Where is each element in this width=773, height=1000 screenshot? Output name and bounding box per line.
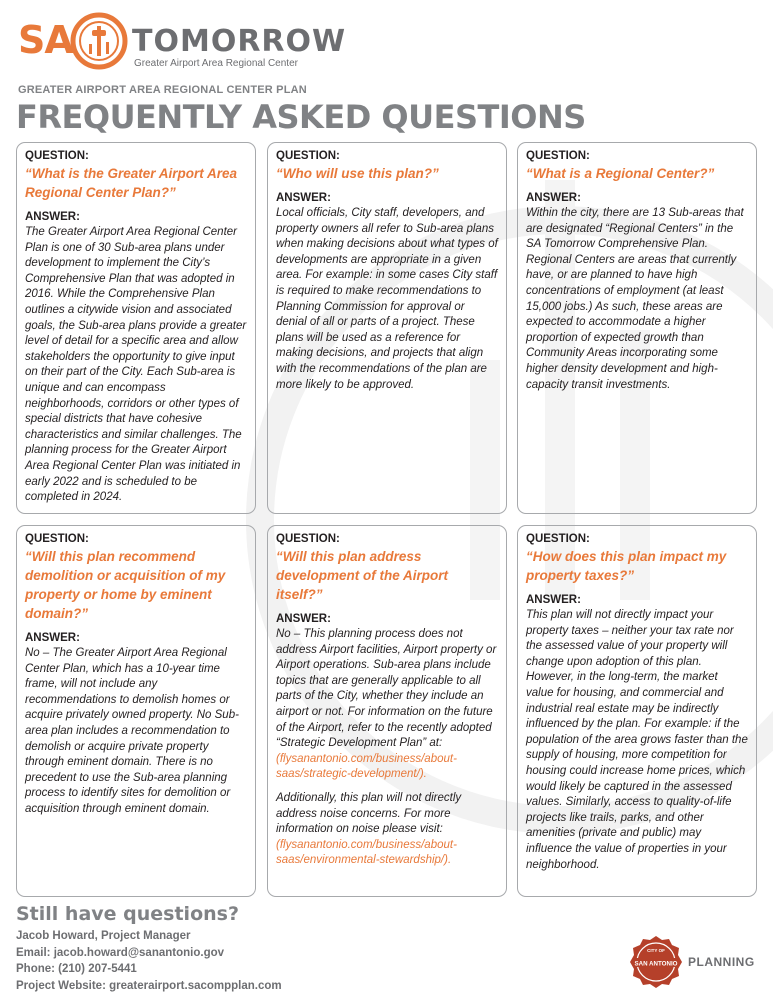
question-label: QUESTION: [276,533,340,545]
faq-answer: Local officials, City staff, developers, and property owners all refer to Sub-area plans when making decisions about what types of developments are appropriate in a given area. For example: in some cases City staff is required to make recommendations to Planning Commission for approval or denial of all or parts of a project. These plans will be used as a reference for making decisions, and projects that align with the recommendations of the plan are more likely to be approved. [276,207,498,391]
contact-phone: Phone: (210) 207-5441 [16,963,137,975]
contact-name: Jacob Howard, Project Manager [16,930,191,942]
planning-label: PLANNING [688,955,755,969]
faq-card-2 [267,142,507,514]
question-label: QUESTION: [25,150,89,162]
answer-label: ANSWER: [276,192,331,204]
faq-question: “Will this plan recommend demolition or acquisition of my property or home by eminent domain?” [25,549,226,621]
answer-label: ANSWER: [526,594,581,606]
environmental-stewardship-link[interactable]: (flysanantonio.com/business/about-saas/environmental-stewardship/). [276,838,457,867]
question-label: QUESTION: [526,150,590,162]
question-label: QUESTION: [25,533,89,545]
answer-paragraph-1: No – This planning process does not address Airport facilities, Airport property or Airport operations. Sub-area plans include topics that are generally applicable to all parts of the City, whether they include an airport or not. For information on the future of the Airport, refer to the recently adopted “Strategic Development Plan” at: [276,628,497,750]
question-label: QUESTION: [276,150,340,162]
faq-answer: The Greater Airport Area Regional Center Plan is one of 30 Sub-area plans under development to implement the City’s Comprehensive Plan that was adopted in 2016. While the Comprehensive Plan outlines a citywide vision and associated goals, the Sub-area plans provide a greater level of detail for a specific area and allow stakeholders the opportunity to give input on their part of the City. Each Sub-area is unique and can encompass neighborhoods, corridors or other types of special districts that have cohesive characteristics and similar challenges. The planning process for the Greater Airport Area Regional Center Plan was initiated in early 2022 and is scheduled to be completed in 2024. [25,226,247,504]
footer-title: Still have questions? [16,903,239,925]
faq-card-6 [517,525,757,897]
faq-answer: Within the city, there are 13 Sub-areas that are designated “Regional Centers” in the SA Tomorrow Comprehensive Plan. Regional Centers are areas that currently have, or are planned to have high concentrations of employment (at least 15,000 jobs.) As such, these areas are expected to accommodate a higher proportion of expected growth than Community Areas incorporating some higher density development and high-capacity transit investments. [526,207,744,391]
faq-answer: No – The Greater Airport Area Regional Center Plan, which has a 10-year time frame, will not include any recommendations to demolish homes or acquire privately owned property. No Sub-area plan includes a recommendation to demolish or acquire private property through eminent domain. There is no precedent to use the Sub-area planning process to identify sites for demolition or acquisition through eminent domain. [25,647,239,815]
faq-question: “How does this plan impact my property taxes?” [526,549,727,583]
answer-label: ANSWER: [25,632,80,644]
contact-footer [16,902,282,994]
faq-question: “Will this plan address development of the Airport itself?” [276,549,449,602]
faq-question: “Who will use this plan?” [276,166,439,181]
faq-card-4 [16,525,256,897]
seal-city-name: SAN ANTONIO [634,960,678,968]
answer-label: ANSWER: [526,192,581,204]
faq-answer [276,627,498,869]
page-title: FREQUENTLY ASKED QUESTIONS [16,98,586,136]
answer-paragraph-2: Additionally, this plan will not directly address noise concerns. For more information on noise please visit: [276,791,462,836]
answer-label: ANSWER: [276,613,331,625]
city-seal-icon [629,935,683,989]
faq-card-3 [517,142,757,514]
answer-label: ANSWER: [25,211,80,223]
logo-tagline: Greater Airport Area Regional Center [134,58,298,69]
faq-card-1 [16,142,256,514]
project-website[interactable]: Project Website: greaterairport.sacompplan.com [16,979,282,992]
plan-label: GREATER AIRPORT AREA REGIONAL CENTER PLAN [18,84,307,96]
strategic-development-link[interactable]: (flysanantonio.com/business/about-saas/strategic-development/). [276,752,457,781]
faq-question: “What is the Greater Airport Area Regional Center Plan?” [25,166,238,200]
question-label: QUESTION: [526,533,590,545]
logo-tomorrow-text: TOMORROW [132,24,347,59]
faq-answer: This plan will not directly impact your property taxes – neither your tax rate nor the assessed value of your property will change upon adoption of this plan. However, in the long-term, the market value for housing, and commercial and industrial real estate may be indirectly influenced by the plan. For example: if the population of the area grows faster than the supply of housing, more competition for housing could increase home prices, which would likely be captured in the assessed values. Similarly, access to quality-of-life projects like trails, parks, and other amenities (private and public) may influence the value of properties in your neighborhood. [526,609,748,871]
seal-top-text: CITY OF [647,948,665,953]
logo-sa-text: SA [18,18,73,62]
faq-question: “What is a Regional Center?” [526,166,715,181]
faq-card-5 [267,525,507,897]
tower-logo-icon [70,12,128,70]
contact-email[interactable]: Email: jacob.howard@sanantonio.gov [16,946,225,959]
